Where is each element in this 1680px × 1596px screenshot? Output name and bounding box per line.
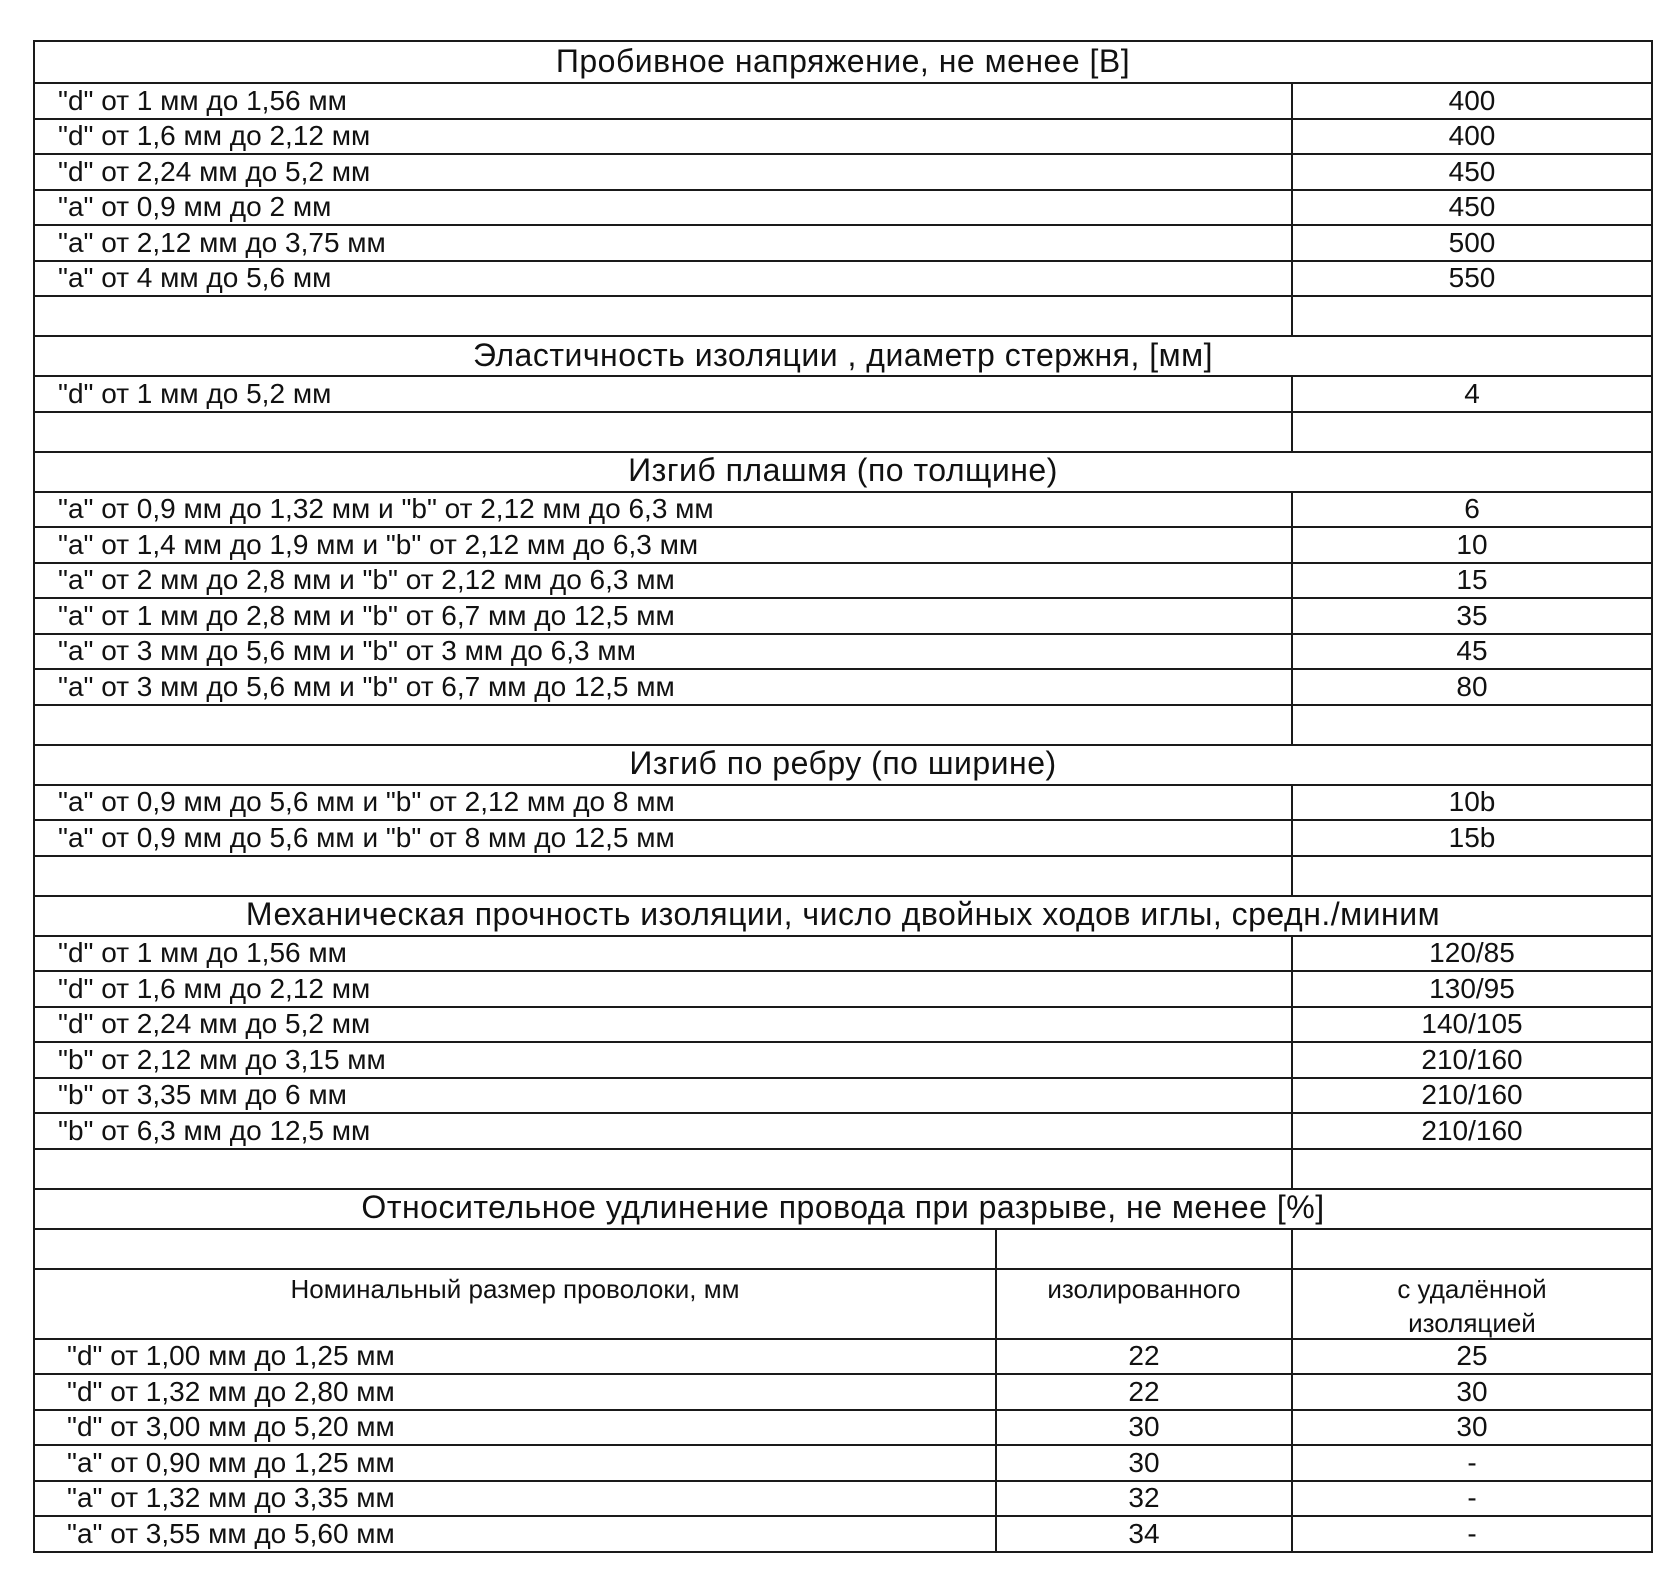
blank-cell (35, 706, 1291, 744)
section-header-row (35, 1188, 1651, 1228)
section-title-text: Относительное удлинение провода при разрыве, не менее [%] (361, 1189, 1325, 1225)
column-header-removed: с удалённой изоляцией (1291, 1270, 1651, 1338)
section-title-text: Изгиб плашмя (по толщине) (628, 452, 1058, 488)
row-value: 400 (1291, 84, 1651, 118)
row-value: 4 (1291, 377, 1651, 411)
table-row (35, 668, 1651, 704)
row-value: 210/160 (1291, 1114, 1651, 1148)
row-label: "a" от 4 мм до 5,6 мм (58, 262, 332, 294)
row-value: 6 (1291, 493, 1651, 527)
row-label: "a" от 0,9 мм до 2 мм (58, 191, 332, 223)
section-title-text: Пробивное напряжение, не менее [В] (555, 42, 1131, 79)
row-value: 10 (1291, 528, 1651, 562)
row-label: "d" от 1,6 мм до 2,12 мм (58, 972, 371, 1004)
row-value: 130/95 (1291, 972, 1651, 1006)
table-row (35, 562, 1651, 598)
row-label: "a" от 3 мм до 5,6 мм и "b" от 6,7 мм до 12,5 мм (58, 670, 675, 702)
blank-cell (35, 1230, 995, 1268)
section-header-row (35, 335, 1651, 375)
blank-cell (1291, 706, 1651, 744)
section-header-row (35, 451, 1651, 491)
section-title (35, 1190, 1651, 1228)
blank-row (35, 411, 1651, 451)
wire-size: "a" от 1,32 мм до 3,35 мм (67, 1482, 395, 1514)
blank-cell (995, 1230, 1291, 1268)
table-row (35, 1515, 1651, 1551)
table-row (35, 819, 1651, 855)
blank-row (35, 855, 1651, 895)
wire-size: "d" от 3,00 мм до 5,20 мм (67, 1411, 395, 1443)
section-header-row (35, 42, 1651, 82)
wire-size: "a" от 3,55 мм до 5,60 мм (67, 1517, 395, 1549)
row-label: "a" от 0,9 мм до 1,32 мм и "b" от 2,12 мм до 6,3 мм (58, 493, 714, 525)
table-row (35, 597, 1651, 633)
table-row (35, 153, 1651, 189)
row-value: 120/85 (1291, 937, 1651, 971)
blank-cell (35, 297, 1291, 335)
removed-value: - (1291, 1517, 1651, 1551)
row-value: 500 (1291, 226, 1651, 260)
section-title (35, 746, 1651, 784)
removed-value: - (1291, 1446, 1651, 1480)
row-label: "d" от 2,24 мм до 5,2 мм (58, 155, 371, 187)
insulated-value: 32 (995, 1482, 1291, 1516)
row-value: 10b (1291, 786, 1651, 820)
table-row (35, 375, 1651, 411)
row-label: "d" от 1 мм до 5,2 мм (58, 377, 332, 409)
row-label: "b" от 3,35 мм до 6 мм (58, 1079, 347, 1111)
blank-cell (1291, 1150, 1651, 1188)
row-label: "d" от 1,6 мм до 2,12 мм (58, 120, 371, 152)
section-title (35, 897, 1651, 935)
section-header-row (35, 744, 1651, 784)
section-title-text: Эластичность изоляции , диаметр стержня, [мм] (472, 337, 1214, 373)
table-row (35, 224, 1651, 260)
table-row (35, 784, 1651, 820)
blank-cell (1291, 413, 1651, 451)
column-header-size: Номинальный размер проволоки, мм (290, 1273, 740, 1304)
wire-size: "d" от 1,00 мм до 1,25 мм (67, 1340, 395, 1372)
insulated-value: 22 (995, 1375, 1291, 1409)
row-label: "d" от 1 мм до 1,56 мм (58, 84, 347, 116)
row-label: "a" от 1,4 мм до 1,9 мм и "b" от 2,12 мм до 6,3 мм (58, 528, 699, 560)
wire-size: "a" от 0,90 мм до 1,25 мм (67, 1446, 395, 1478)
blank-cell (35, 857, 1291, 895)
table-row (35, 970, 1651, 1006)
row-value: 80 (1291, 670, 1651, 704)
section-title (35, 42, 1651, 82)
table-row (35, 491, 1651, 527)
blank-row (35, 1228, 1651, 1268)
row-value: 450 (1291, 191, 1651, 225)
row-label: "b" от 6,3 мм до 12,5 мм (58, 1114, 371, 1146)
wire-size: "d" от 1,32 мм до 2,80 мм (67, 1375, 395, 1407)
row-value: 45 (1291, 635, 1651, 669)
blank-cell (1291, 857, 1651, 895)
table-row (35, 633, 1651, 669)
section-title-text: Механическая прочность изоляции, число двойных ходов иглы, средн./миним (245, 896, 1441, 932)
row-label: "d" от 2,24 мм до 5,2 мм (58, 1008, 371, 1040)
row-value: 550 (1291, 262, 1651, 296)
blank-cell (1291, 297, 1651, 335)
row-label: "a" от 0,9 мм до 5,6 мм и "b" от 2,12 мм до 8 мм (58, 786, 675, 818)
table-row (35, 189, 1651, 225)
blank-cell (35, 1150, 1291, 1188)
insulated-value: 22 (995, 1340, 1291, 1374)
table-row (35, 1338, 1651, 1374)
table-row (35, 1444, 1651, 1480)
row-label: "b" от 2,12 мм до 3,15 мм (58, 1043, 386, 1075)
row-value: 15 (1291, 564, 1651, 598)
table-row (35, 526, 1651, 562)
blank-row (35, 704, 1651, 744)
table-row (35, 1006, 1651, 1042)
removed-value: 30 (1291, 1375, 1651, 1409)
table-row (35, 1480, 1651, 1516)
row-label: "a" от 2,12 мм до 3,75 мм (58, 226, 386, 258)
blank-cell (35, 413, 1291, 451)
insulated-value: 30 (995, 1446, 1291, 1480)
row-label: "a" от 0,9 мм до 5,6 мм и "b" от 8 мм до 12,5 мм (58, 821, 675, 853)
table-row (35, 118, 1651, 154)
row-label: "a" от 1 мм до 2,8 мм и "b" от 6,7 мм до 12,5 мм (58, 599, 675, 631)
removed-value: - (1291, 1482, 1651, 1516)
row-value: 450 (1291, 155, 1651, 189)
row-value: 15b (1291, 821, 1651, 855)
table-row (35, 935, 1651, 971)
row-value: 140/105 (1291, 1008, 1651, 1042)
row-value: 35 (1291, 599, 1651, 633)
column-header-row (35, 1268, 1651, 1338)
blank-row (35, 295, 1651, 335)
table-row (35, 1409, 1651, 1445)
column-header-insulated: изолированного (995, 1270, 1291, 1338)
table-row (35, 1077, 1651, 1113)
insulated-value: 34 (995, 1517, 1291, 1551)
removed-value: 25 (1291, 1340, 1651, 1374)
row-label: "a" от 3 мм до 5,6 мм и "b" от 3 мм до 6,3 мм (58, 635, 636, 667)
row-value: 210/160 (1291, 1079, 1651, 1113)
blank-cell (1291, 1230, 1651, 1268)
section-title-text: Изгиб по ребру (по ширине) (629, 745, 1057, 781)
blank-row (35, 1148, 1651, 1188)
section-header-row (35, 895, 1651, 935)
section-title (35, 337, 1651, 375)
row-label: "a" от 2 мм до 2,8 мм и "b" от 2,12 мм до 6,3 мм (58, 564, 675, 596)
row-value: 400 (1291, 120, 1651, 154)
table-row (35, 1041, 1651, 1077)
section-title (35, 453, 1651, 491)
table-row (35, 260, 1651, 296)
row-value: 210/160 (1291, 1043, 1651, 1077)
table-row (35, 1373, 1651, 1409)
row-label: "d" от 1 мм до 1,56 мм (58, 937, 347, 969)
properties-table (33, 40, 1653, 1553)
removed-value: 30 (1291, 1411, 1651, 1445)
table-row (35, 1112, 1651, 1148)
insulated-value: 30 (995, 1411, 1291, 1445)
table-row (35, 82, 1651, 118)
